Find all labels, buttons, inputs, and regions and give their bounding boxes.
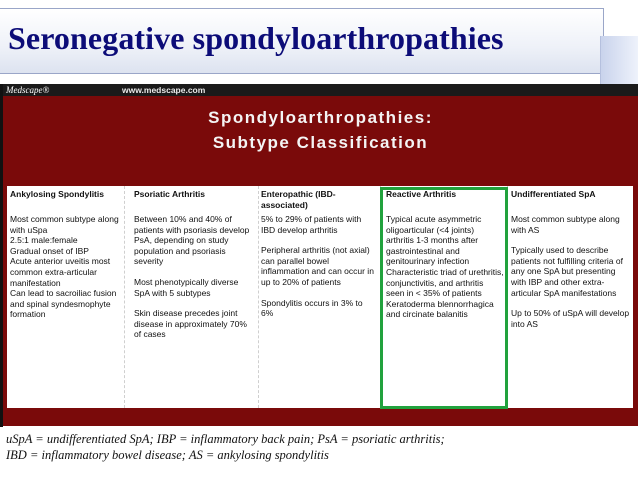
column-header: Reactive Arthritis bbox=[386, 189, 457, 199]
table-cell: Most common subtype along with uSpa bbox=[10, 214, 119, 235]
table-cell: Up to 50% of uSpA will develop into AS bbox=[511, 308, 630, 329]
table-cell: Spondylitis occurs in 3% to 6% bbox=[261, 297, 363, 319]
table-column-psoriatic bbox=[131, 186, 259, 408]
column-header: Enteropathic (IBD-associated) bbox=[261, 189, 336, 210]
footnote-line2: IBD = inflammatory bowel disease; AS = ankylosing spondylitis bbox=[6, 448, 329, 462]
footnote-line1: uSpA = undifferentiated SpA; IBP = inflammatory back pain; PsA = psoriatic arthritis; bbox=[6, 432, 445, 446]
medscape-url: www.medscape.com bbox=[122, 85, 206, 95]
table-cell: Skin disease precedes joint disease in approximately 70% of cases bbox=[134, 308, 247, 340]
column-body bbox=[258, 214, 380, 319]
table-column-ankylosing bbox=[7, 186, 125, 408]
table-column-enteropathic bbox=[258, 186, 381, 408]
slide-heading-line2: Subtype Classification bbox=[212, 133, 429, 152]
table-cell: Peripheral arthritis (not axial) can parallel bowel inflammation and can occur in up to 20% of patients bbox=[261, 245, 374, 287]
column-body bbox=[131, 214, 258, 340]
column-header: Ankylosing Spondylitis bbox=[10, 189, 104, 199]
column-body bbox=[7, 214, 124, 320]
footnote bbox=[6, 431, 636, 463]
table-cell: 2.5:1 male:female bbox=[10, 235, 78, 246]
column-header: Undifferentiated SpA bbox=[511, 189, 596, 199]
table-cell: Most phenotypically diverse SpA with 5 subtypes bbox=[134, 276, 239, 298]
title-bar bbox=[0, 0, 638, 78]
table-cell: Between 10% and 40% of patients with psoriasis develop PsA, depending on study population and psoriasis severity bbox=[134, 214, 250, 267]
slide-heading-line1: Spondyloarthropathies: bbox=[208, 108, 433, 127]
table-cell: Keratoderma blennorrhagica and circinate balanitis bbox=[386, 298, 494, 320]
table-cell: Acute anterior uveitis most common extra-articular manifestation bbox=[10, 256, 111, 288]
source-bar bbox=[3, 84, 638, 96]
column-body bbox=[508, 214, 633, 329]
table-cell: Gradual onset of IBP bbox=[10, 245, 89, 256]
reactive-arthritis-highlight bbox=[380, 187, 508, 409]
table-column-undifferentiated bbox=[508, 186, 633, 408]
table-cell: Typically used to describe patients not fulfilling criteria of any one SpA but presenting with IBP and other extra-articular SpA manifestations bbox=[511, 245, 623, 298]
table-cell: Most common subtype along with AS bbox=[511, 214, 620, 235]
column-header: Psoriatic Arthritis bbox=[134, 189, 206, 199]
medscape-logo: Medscape® bbox=[6, 85, 50, 95]
title-accent bbox=[600, 36, 638, 84]
classification-table bbox=[7, 186, 633, 408]
table-cell: Characteristic triad of urethritis, conjunctivitis, and arthritis seen in < 35% of patients bbox=[386, 266, 504, 299]
table-cell: Can lead to sacroiliac fusion and spinal syndesmophyte formation bbox=[10, 288, 117, 320]
table-cell: Typical acute asymmetric oligoarticular (<4 joints) arthritis 1-3 months after gastrointestinal and genitourinary infection bbox=[386, 214, 482, 267]
page-title: Seronegative spondyloarthropathies bbox=[8, 20, 504, 56]
table-cell: 5% to 29% of patients with IBD develop arthritis bbox=[261, 214, 362, 235]
